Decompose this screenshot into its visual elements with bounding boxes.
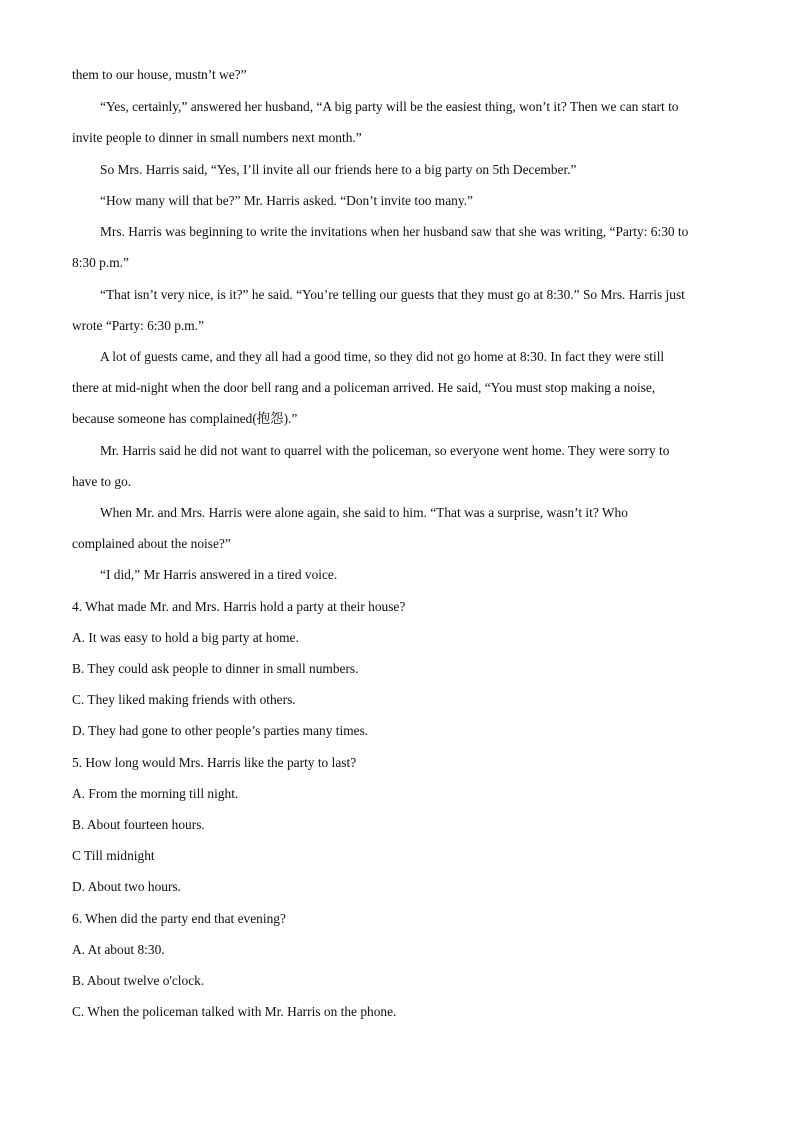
story-line: So Mrs. Harris said, “Yes, I’ll invite all our friends here to a big party on 5th December.” — [100, 162, 577, 177]
story-line: complained about the noise?” — [72, 536, 231, 551]
question-option: C. They liked making friends with others. — [72, 692, 296, 707]
story-line: there at mid-night when the door bell rang and a policeman arrived. He said, “You must stop making a noise, — [72, 380, 656, 395]
question-option: A. From the morning till night. — [72, 786, 239, 801]
question-option: D. About two hours. — [72, 879, 181, 894]
question-option: B. About twelve o'clock. — [72, 973, 205, 988]
story-line: “Yes, certainly,” answered her husband, “A big party will be the easiest thing, won’t it? Then we can start to — [100, 99, 679, 114]
question-option: D. They had gone to other people’s parties many times. — [72, 723, 369, 738]
question-option: C. When the policeman talked with Mr. Harris on the phone. — [72, 1004, 397, 1019]
story-line: because someone has complained(抱怨).” — [72, 411, 298, 426]
story-line: A lot of guests came, and they all had a good time, so they did not go home at 8:30. In fact they were still — [100, 349, 665, 364]
question-option: B. They could ask people to dinner in small numbers. — [72, 661, 359, 676]
question-stem: 4. What made Mr. and Mrs. Harris hold a party at their house? — [72, 599, 406, 614]
question-option: A. At about 8:30. — [72, 942, 165, 957]
story-line: Mrs. Harris was beginning to write the invitations when her husband saw that she was writing, “Party: 6:30 to — [100, 224, 689, 239]
story-line: invite people to dinner in small numbers next month.” — [72, 130, 362, 145]
question-stem: 5. How long would Mrs. Harris like the party to last? — [72, 755, 357, 770]
story-line: Mr. Harris said he did not want to quarrel with the policeman, so everyone went home. They were sorry to — [100, 443, 670, 458]
question-option: C Till midnight — [72, 848, 155, 863]
question-option: A. It was easy to hold a big party at home. — [72, 630, 299, 645]
story-line: 8:30 p.m.” — [72, 255, 129, 270]
story-line: When Mr. and Mrs. Harris were alone again, she said to him. “That was a surprise, wasn’t it? Who — [100, 505, 628, 520]
story-line: wrote “Party: 6:30 p.m.” — [72, 318, 205, 333]
question-stem: 6. When did the party end that evening? — [72, 911, 286, 926]
story-line: have to go. — [72, 474, 132, 489]
story-line: “How many will that be?” Mr. Harris asked. “Don’t invite too many.” — [100, 193, 473, 208]
story-line: them to our house, mustn’t we?” — [72, 67, 247, 82]
question-option: B. About fourteen hours. — [72, 817, 205, 832]
story-line: “I did,” Mr Harris answered in a tired voice. — [100, 567, 338, 582]
story-line: “That isn’t very nice, is it?” he said. “You’re telling our guests that they must go at 8:30.” So Mrs. Harris just — [100, 287, 685, 302]
